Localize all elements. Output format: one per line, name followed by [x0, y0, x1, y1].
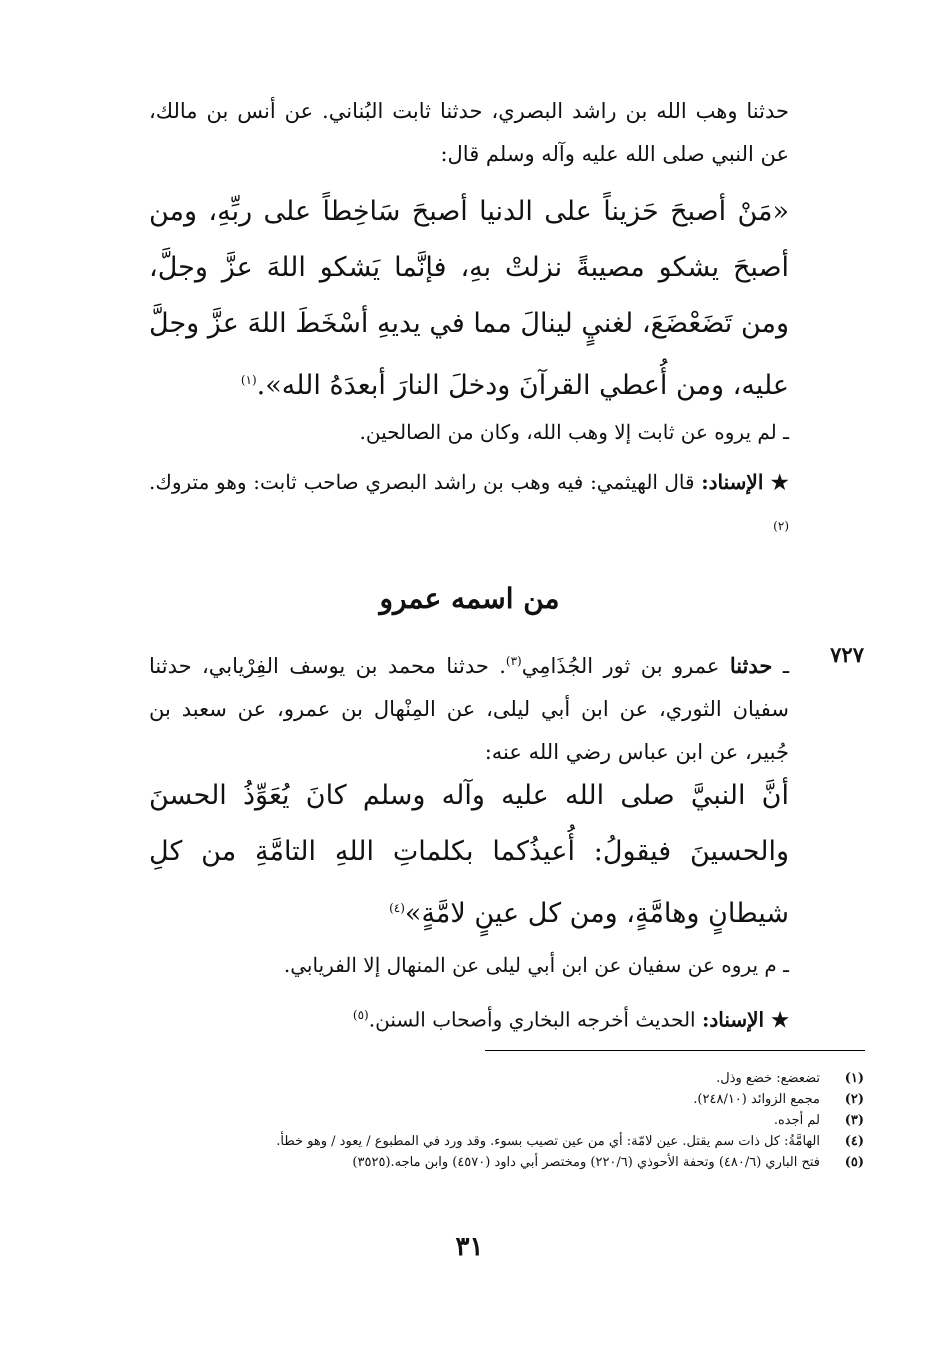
- entry-dash: ـ: [782, 654, 789, 678]
- hadith-block-2: [149, 768, 789, 942]
- isnad-label: ★ الإسناد:: [701, 1007, 789, 1032]
- entry-text-b: . حدثنا محمد بن يوسف الفِرْيابي، حدثنا سفيان الثوري، عن ابن أبي ليلى، عن المِنْهال بن عمرو، عن سعبد بن جُبير، عن ابن عباس رضي الله عنه:: [149, 654, 789, 764]
- footnote-ref: (٤): [389, 901, 405, 915]
- isnad-block-1: [149, 460, 789, 553]
- hadith-text: «مَنْ أصبحَ حَزيناً على الدنيا أصبحَ سَاخِطاً على ربِّهِ، ومن أصبحَ يشكو مصيبةً نزلتْ بهِ، فإنَّما يَشكو اللهَ عزَّ وجلَّ، ومن تَضَعْضَعَ، لغنيٍ لينالَ مما في يديهِ أسْخَطَ اللهَ عزَّ وجلَّ عليه، ومن أُعطي القرآنَ ودخلَ النارَ أبعدَهُ الله».: [149, 196, 789, 401]
- footnotes-list: [64, 1068, 864, 1173]
- isnad-label: ★ الإسناد:: [701, 470, 789, 494]
- footnote-text: تضعضع: خضع وذل.: [716, 1071, 820, 1086]
- section-heading: من اسمه عمرو: [379, 582, 560, 615]
- footnote-key: (٥): [844, 1155, 864, 1170]
- footnote-item: [64, 1089, 864, 1110]
- page-number: ٣١: [455, 1232, 484, 1262]
- footnote-item: [64, 1152, 864, 1173]
- footnote-item: [64, 1131, 864, 1152]
- hadith-block-1: [149, 184, 789, 414]
- footnote-divider: [485, 1050, 865, 1051]
- footnote-ref: (٣): [505, 654, 522, 668]
- isnad-text: قال الهيثمي: فيه وهب بن راشد البصري صاحب ثابت: وهو متروك.: [149, 470, 695, 494]
- footnote-ref: (٢): [773, 519, 789, 533]
- entry-text-a: عمرو بن ثور الجُذَامِي: [521, 654, 720, 678]
- isnad-text: الحديث أخرجه البخاري وأصحاب السنن.: [368, 1007, 696, 1032]
- footnote-key: (٣): [844, 1113, 864, 1128]
- footnote-key: (٢): [844, 1092, 864, 1107]
- footnote-item: [64, 1110, 864, 1131]
- footnote-text: الهامَّةُ: كل ذات سم يقتل. عين لامّة: أي من عين تصيب بسوء. وقد ورد في المطبوع / يعود / وهو خطأ.: [276, 1134, 820, 1149]
- remark-2: [149, 943, 789, 987]
- narration-block-1: [149, 90, 789, 176]
- footnote-ref: (١): [240, 373, 257, 387]
- footnote-text: لم أجده.: [773, 1113, 820, 1128]
- footnote-key: (١): [844, 1071, 864, 1086]
- footnote-ref: (٥): [352, 1008, 369, 1022]
- footnote-text: مجمع الزوائد (٢٤٨/١٠).: [693, 1092, 820, 1107]
- entry-727: [149, 640, 789, 774]
- footnote-item: [64, 1068, 864, 1089]
- entry-number: ٧٢٧: [830, 642, 864, 667]
- footnote-key: (٤): [844, 1134, 864, 1149]
- entry-lead: حدثنا: [729, 653, 773, 678]
- remark-1: [149, 410, 789, 454]
- footnote-text: فتح الباري (٤٨٠/٦) وتحفة الأحوذي (٢٢٠/٦) ومختصر أبي داود (٤٥٧٠) وابن ماجه.(٣٥٢٥): [352, 1155, 820, 1170]
- remark-text: ـ م يروه عن سفيان عن ابن أبي ليلى عن المنهال إلا الفريابي.: [283, 953, 789, 977]
- isnad-block-2: [149, 993, 789, 1042]
- narration-text: حدثنا وهب الله بن راشد البصري، حدثنا ثابت البُناني. عن أنس بن مالك، عن النبي صلى الله عليه وآله وسلم قال:: [149, 99, 789, 166]
- remark-text: ـ لم يروه عن ثابت إلا وهب الله، وكان من الصالحين.: [359, 420, 789, 444]
- hadith-text: أنَّ النبيَّ صلى الله عليه وآله وسلم كانَ يُعَوِّذُ الحسنَ والحسينَ فيقولُ: أُعيذُكما بكلماتِ اللهِ التامَّةِ من كلِ شيطانٍ وهامَّةٍ، ومن كل عينٍ لامَّةٍ»: [149, 780, 789, 929]
